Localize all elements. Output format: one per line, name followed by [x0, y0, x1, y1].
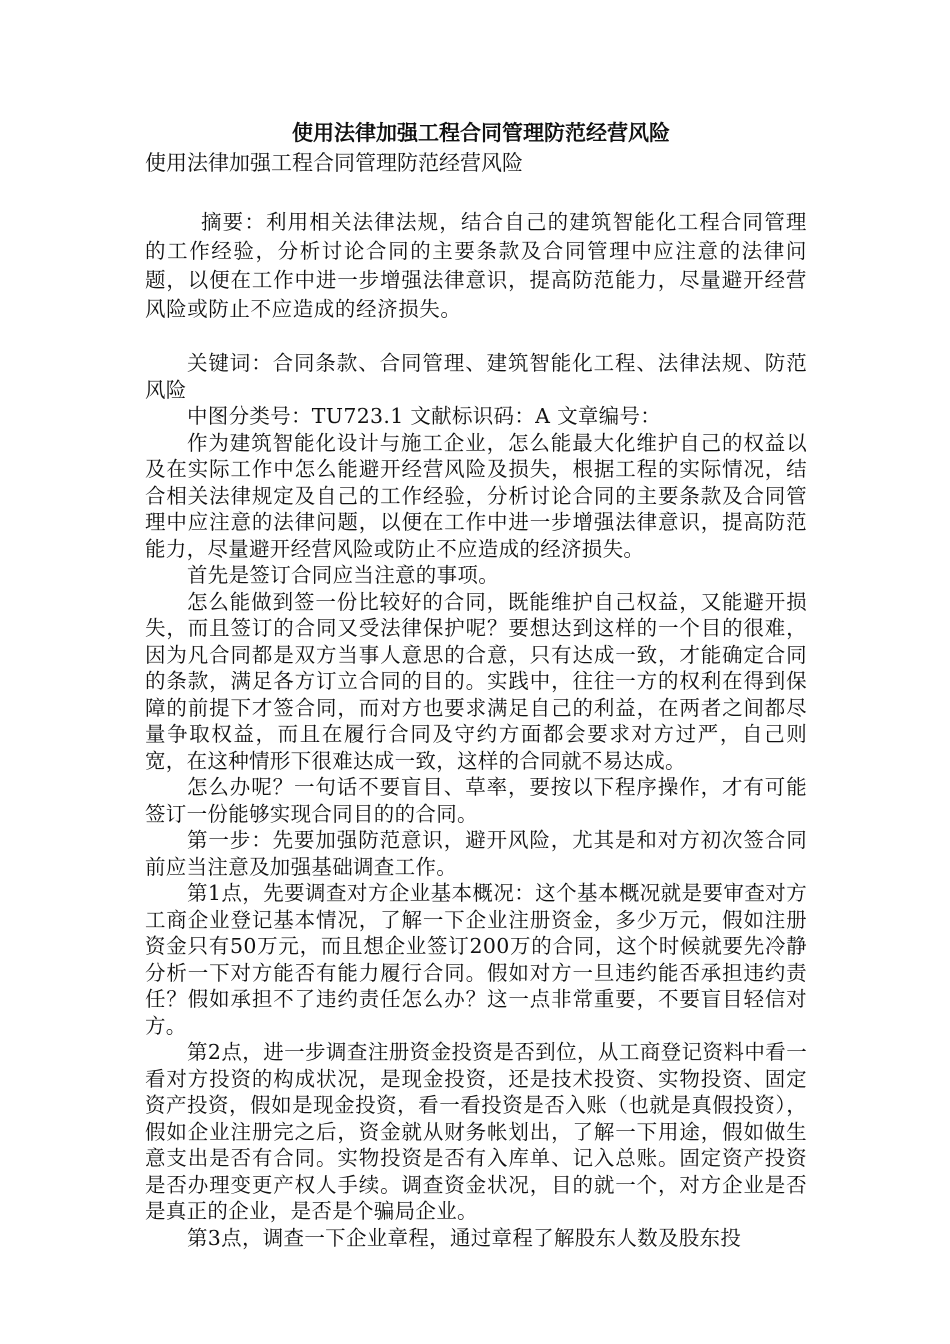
body-paragraph: 第3点，调查一下企业章程，通过章程了解股东人数及股东投	[187, 1225, 742, 1250]
body-paragraph: 怎么办呢？一句话不要盲目、草率，要按以下程序操作，才有可能签订一份能够实现合同目的的合同。	[145, 775, 807, 826]
body-paragraph: 怎么能做到签一份比较好的合同，既能维护自己权益，又能避开损失，而且签订的合同又受法律保护呢？要想达到这样的一个目的很难，因为凡合同都是双方当事人意思的合意，只有达成一致，才能确定合同的条款，满足各方订立合同的目的。实践中，往往一方的权利在得到保障的前提下才签合同，而对方也要求满足自己的利益，在两者之间都尽量争取权益，而且在履行合同及守约方面都会要求对方过严，自己则宽，在这种情形下很难达成一致，这样的合同就不易达成。	[145, 589, 807, 773]
document-subtitle: 使用法律加强工程合同管理防范经营风险	[145, 151, 523, 175]
classification-line: 中图分类号：TU723.1 文献标识码：A 文章编号：	[187, 404, 662, 428]
body-paragraph: 第一步：先要加强防范意识，避开风险，尤其是和对方初次签合同前应当注意及加强基础调查工作。	[145, 828, 807, 879]
body-paragraph: 作为建筑智能化设计与施工企业，怎么能最大化维护自己的权益以及在实际工作中怎么能避开经营风险及损失，根据工程的实际情况，结合相关法律规定及自己的工作经验，分析讨论合同的主要条款及合同管理中应注意的法律问题，以便在工作中进一步增强法律意识，提高防范能力，尽量避开经营风险或防止不应造成的经济损失。	[145, 430, 807, 561]
body-paragraph: 第2点，进一步调查注册资金投资是否到位，从工商登记资料中看一看对方投资的构成状况，是现金投资，还是技术投资、实物投资、固定资产投资，假如是现金投资，看一看投资是否入账（也就是真假投资），假如企业注册完之后，资金就从财务帐划出，了解一下用途，假如做生意支出是否有合同。实物投资是否有入库单、记入总账。固定资产投资是否办理变更产权人手续。调查资金状况，目的就一个，对方企业是否是真正的企业，是否是个骗局企业。	[145, 1040, 807, 1223]
spacer	[145, 324, 807, 350]
abstract-paragraph: 摘要：利用相关法律法规，结合自己的建筑智能化工程合同管理的工作经验，分析讨论合同的主要条款及合同管理中应注意的法律问题，以便在工作中进一步增强法律意识，提高防范能力，尽量避开经营风险或防止不应造成的经济损失。	[145, 210, 807, 321]
body-paragraph: 第1点，先要调查对方企业基本概况：这个基本概况就是要审查对方工商企业登记基本情况，了解一下企业注册资金，多少万元，假如注册资金只有50万元，而且想企业签订200万的合同，这个时候就要先冷静分析一下对方能否有能力履行合同。假如对方一旦违约能否承担违约责任？假如承担不了违约责任怎么办？这一点非常重要，不要盲目轻信对方。	[145, 881, 807, 1038]
document-page	[145, 118, 807, 1251]
document-title: 使用法律加强工程合同管理防范经营风险	[292, 120, 670, 145]
body-paragraph: 首先是签订合同应当注意的事项。	[187, 563, 499, 587]
spacer	[145, 178, 807, 208]
keywords-paragraph: 关键词：合同条款、合同管理、建筑智能化工程、法律法规、防范风险	[145, 351, 807, 402]
